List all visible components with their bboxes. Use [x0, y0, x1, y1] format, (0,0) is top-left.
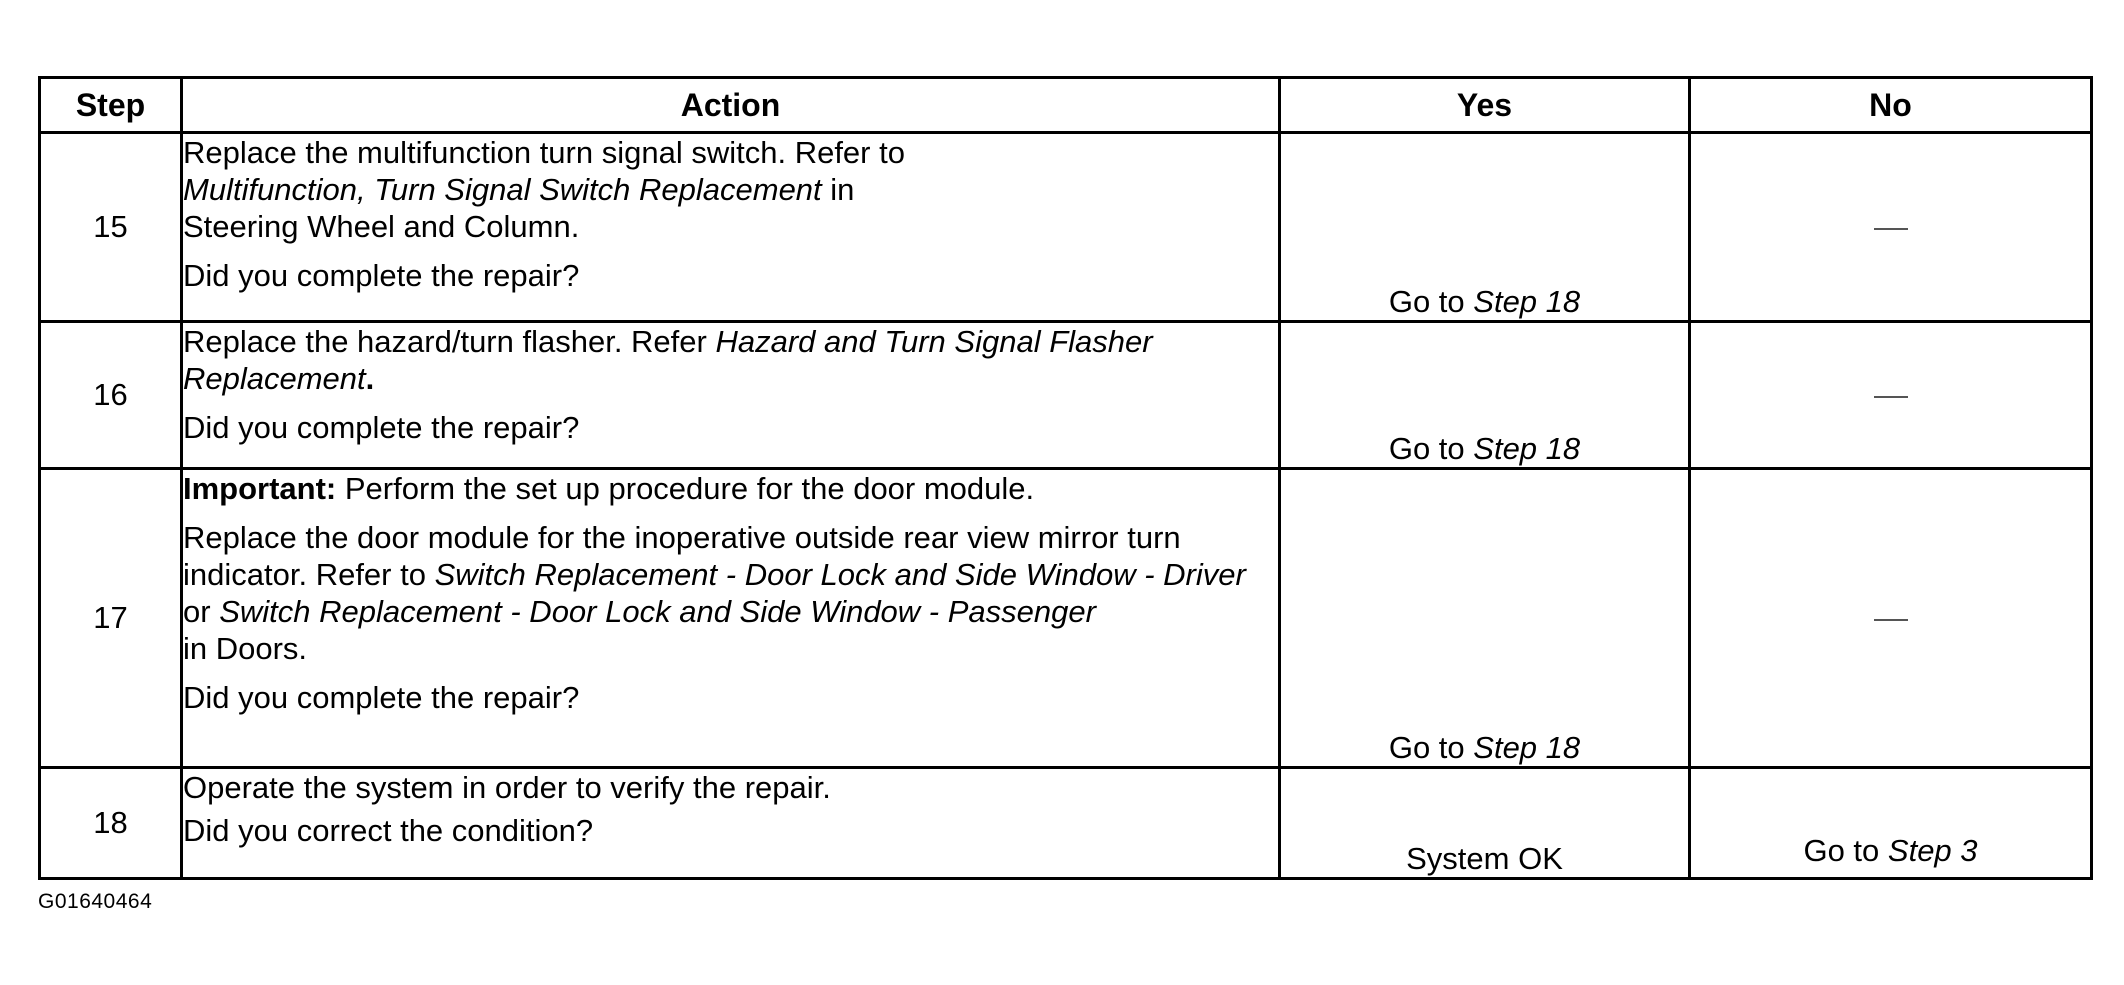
- action-cell: [182, 133, 1280, 322]
- no-cell: Go to Step 3: [1690, 768, 2092, 879]
- header-yes: Yes: [1280, 78, 1690, 133]
- empty-dash: [1874, 396, 1908, 398]
- question-text: Did you complete the repair?: [183, 258, 580, 293]
- step-number: 15: [40, 133, 182, 322]
- header-row: [40, 78, 2092, 133]
- figure-id: G01640464: [38, 890, 153, 913]
- diagnostic-table: [38, 76, 2093, 880]
- yes-cell: System OK: [1280, 768, 1690, 879]
- action-text: Operate the system in order to verify the repair.: [183, 770, 831, 805]
- action-text: Replace the hazard/turn flasher. Refer Hazard and Turn Signal Flasher Replacement.: [183, 324, 1153, 396]
- empty-dash: [1874, 228, 1908, 230]
- question-text: Did you complete the repair?: [183, 680, 580, 715]
- question-text: Did you correct the condition?: [183, 813, 594, 848]
- header-no: No: [1690, 78, 2092, 133]
- empty-dash: [1874, 619, 1908, 621]
- step-number: 18: [40, 768, 182, 879]
- reference-link[interactable]: Hazard and Turn Signal Flasher Replacement: [183, 324, 1153, 396]
- reference-link[interactable]: Switch Replacement - Door Lock and Side Window - Driver: [434, 557, 1246, 592]
- table-row: [40, 768, 2092, 879]
- step-number: 17: [40, 469, 182, 768]
- action-text: Replace the multifunction turn signal switch. Refer to Multifunction, Turn Signal Switch Replacement in Steering Wheel and Column.: [183, 135, 905, 244]
- table-row: [40, 133, 2092, 322]
- action-cell: [182, 322, 1280, 469]
- no-cell: [1690, 469, 2092, 768]
- action-cell: [182, 469, 1280, 768]
- table-row: [40, 469, 2092, 768]
- step-reference[interactable]: Step 18: [1473, 284, 1581, 319]
- header-action: Action: [182, 78, 1280, 133]
- reference-link[interactable]: Switch Replacement - Door Lock and Side Window - Passenger: [219, 594, 1096, 629]
- question-text: Did you complete the repair?: [183, 410, 580, 445]
- action-text: Replace the door module for the inoperative outside rear view mirror turn indicator. Refer to Switch Replacement - Door Lock and Side Window - Driver or Switch Replacement - Door Lock and Side Window - Passenger in Doors.: [183, 520, 1246, 666]
- step-reference[interactable]: Step 3: [1887, 833, 1978, 868]
- step-number: 16: [40, 322, 182, 469]
- yes-cell: Go to Step 18: [1280, 469, 1690, 768]
- step-reference[interactable]: Step 18: [1473, 730, 1581, 765]
- important-note: Important: Perform the set up procedure for the door module.: [183, 471, 1035, 506]
- header-step: Step: [40, 78, 182, 133]
- no-cell: [1690, 133, 2092, 322]
- reference-link[interactable]: Multifunction, Turn Signal Switch Replacement: [183, 172, 822, 207]
- yes-cell: Go to Step 18: [1280, 133, 1690, 322]
- action-cell: [182, 768, 1280, 879]
- yes-cell: Go to Step 18: [1280, 322, 1690, 469]
- step-reference[interactable]: Step 18: [1473, 431, 1581, 466]
- table-row: [40, 322, 2092, 469]
- no-cell: [1690, 322, 2092, 469]
